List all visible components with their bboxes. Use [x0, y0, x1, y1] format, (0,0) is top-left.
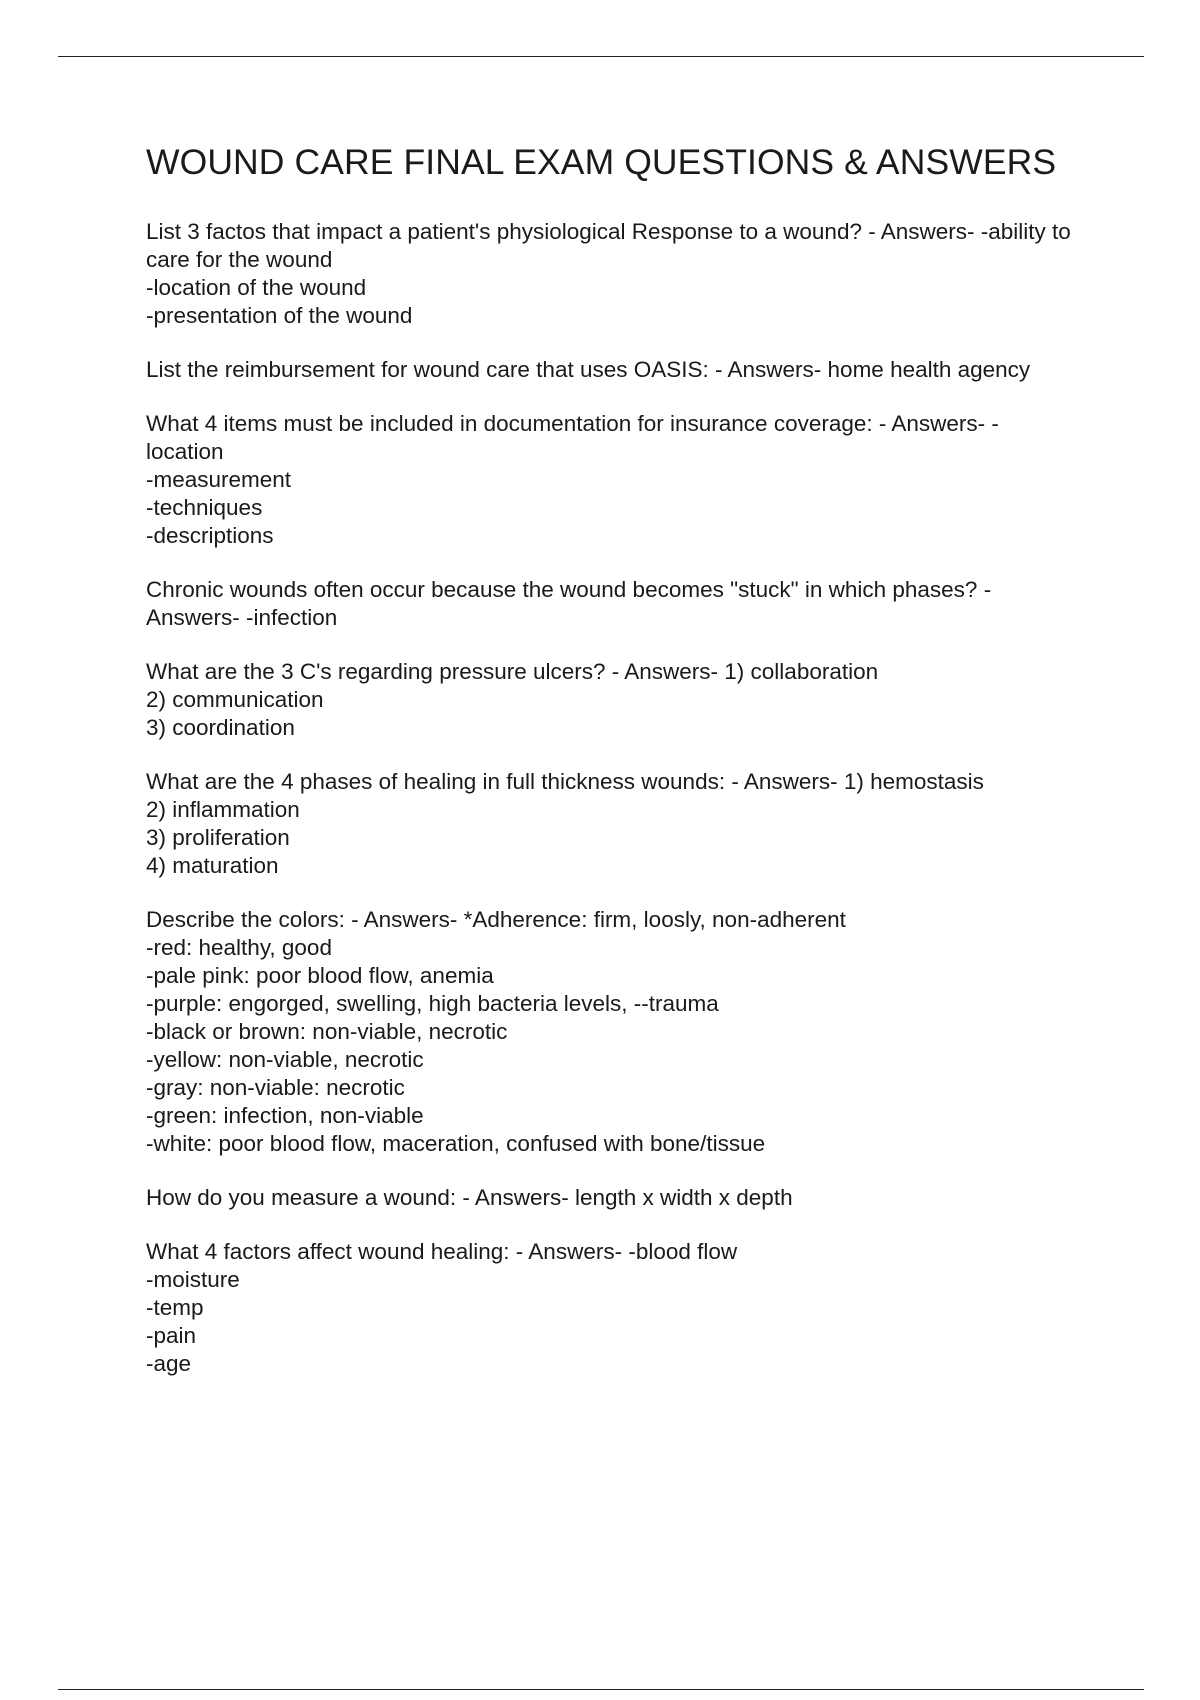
qa-entry: List 3 factos that impact a patient's physiological Response to a wound? - Answers- -ability to care for the wound -location of the wound -presentation of the wound [146, 219, 1071, 328]
bottom-rule [58, 1689, 1144, 1690]
qa-entry: How do you measure a wound: - Answers- length x width x depth [146, 1185, 793, 1210]
qa-entry: What 4 items must be included in documentation for insurance coverage: - Answers- -location -measurement -techniques -descriptions [146, 411, 999, 548]
document-body [146, 140, 1076, 1404]
document-title: WOUND CARE FINAL EXAM QUESTIONS & ANSWERS [146, 142, 1057, 182]
qa-entry: What are the 4 phases of healing in full thickness wounds: - Answers- 1) hemostasis 2) inflammation 3) proliferation 4) maturation [146, 769, 984, 878]
top-rule [58, 56, 1144, 57]
qa-entry: List the reimbursement for wound care that uses OASIS: - Answers- home health agency [146, 357, 1031, 382]
qa-entry: What 4 factors affect wound healing: - Answers- -blood flow -moisture -temp -pain -age [146, 1239, 738, 1376]
qa-entry: Describe the colors: - Answers- *Adherence: firm, loosly, non-adherent -red: healthy, good -pale pink: poor blood flow, anemia -purple: engorged, swelling, high bacteria levels, --trauma -black or brown: non-viable, necrotic -yellow: non-viable, necrotic -gray: non-viable: necrotic -green: infection, non-viable -white: poor blood flow, maceration, confused with bone/tissue [146, 907, 846, 1156]
qa-entry: What are the 3 C's regarding pressure ulcers? - Answers- 1) collaboration 2) communication 3) coordination [146, 659, 879, 740]
qa-entry: Chronic wounds often occur because the wound becomes "stuck" in which phases? - Answers- -infection [146, 577, 992, 630]
